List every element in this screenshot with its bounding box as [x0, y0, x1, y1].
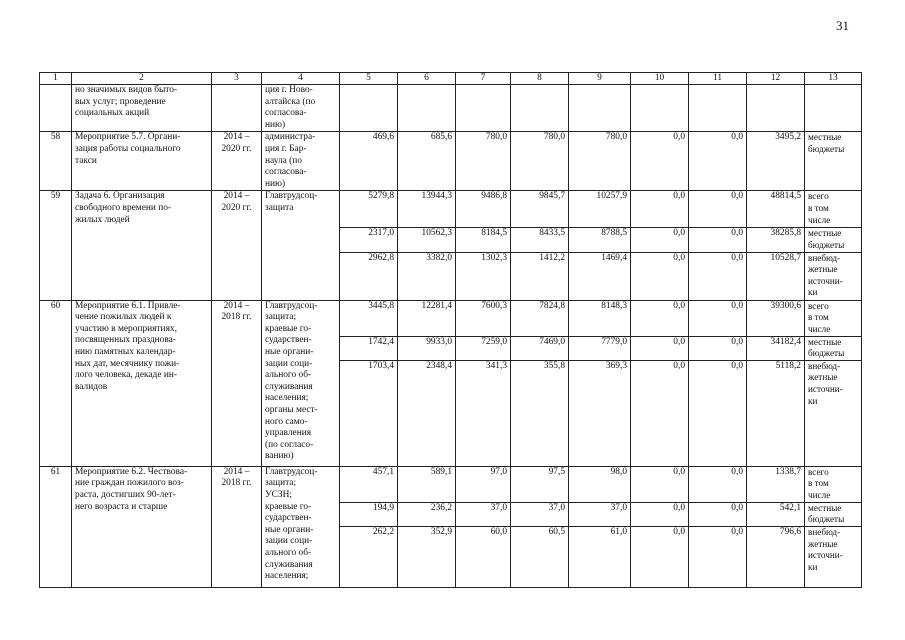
value-cell: 0,0: [631, 526, 689, 587]
column-numbers-row: [40, 73, 862, 85]
value-cell: [569, 85, 631, 132]
row-period: [212, 85, 262, 132]
value-cell: [340, 85, 398, 132]
value-cell: 1742,4: [340, 336, 398, 360]
value-cell: 8788,5: [569, 228, 631, 252]
value-cell: 0,0: [689, 466, 747, 502]
source-cell: всего в том числе: [805, 300, 862, 336]
value-cell: 8184,5: [456, 228, 511, 252]
value-cell: 8148,3: [569, 300, 631, 336]
header-cell: 6: [398, 73, 456, 85]
table-row: [40, 85, 862, 132]
row-executor: Главтрудсоц- защита; краевые го- сударствен- ные органи- зации соци- ального об- служивания населения; органы мест- ного само- управления (по согласо- ванию): [262, 300, 340, 466]
value-cell: 2348,4: [398, 360, 456, 466]
value-cell: 37,0: [511, 502, 569, 526]
value-cell: 7824,8: [511, 300, 569, 336]
row-number: 61: [40, 466, 72, 587]
value-cell: 13944,3: [398, 191, 456, 228]
value-cell: 1302,3: [456, 252, 511, 300]
row-number: 60: [40, 300, 72, 466]
value-cell: 457,1: [340, 466, 398, 502]
header-cell: 1: [40, 73, 72, 85]
header-cell: 9: [569, 73, 631, 85]
header-cell: 2: [72, 73, 212, 85]
value-cell: 97,5: [511, 466, 569, 502]
value-cell: 262,2: [340, 526, 398, 587]
table-row: [40, 466, 862, 502]
value-cell: 542,1: [747, 502, 805, 526]
value-cell: 780,0: [456, 132, 511, 191]
value-cell: 10562,3: [398, 228, 456, 252]
value-cell: 7469,0: [511, 336, 569, 360]
value-cell: 97,0: [456, 466, 511, 502]
value-cell: [689, 85, 747, 132]
source-cell: всего в том числе: [805, 191, 862, 228]
row-executor: Главтрудсоц- защита; УСЗН; краевые го- сударствен- ные органи- зации соци- ального об- служивания населения;: [262, 466, 340, 587]
value-cell: 10257,9: [569, 191, 631, 228]
value-cell: [511, 85, 569, 132]
value-cell: 10528,7: [747, 252, 805, 300]
value-cell: 98,0: [569, 466, 631, 502]
value-cell: 60,0: [456, 526, 511, 587]
value-cell: 12281,4: [398, 300, 456, 336]
header-cell: 13: [805, 73, 862, 85]
value-cell: 0,0: [689, 300, 747, 336]
value-cell: 0,0: [689, 228, 747, 252]
row-executor: администра- ция г. Бар- наула (по согласова- нию): [262, 132, 340, 191]
value-cell: [398, 85, 456, 132]
source-cell: местные бюджеты: [805, 502, 862, 526]
value-cell: 341,3: [456, 360, 511, 466]
value-cell: 7600,3: [456, 300, 511, 336]
value-cell: 236,2: [398, 502, 456, 526]
value-cell: 0,0: [631, 300, 689, 336]
header-cell: 5: [340, 73, 398, 85]
source-cell: местные бюджеты: [805, 132, 862, 191]
row-number: 58: [40, 132, 72, 191]
value-cell: 589,1: [398, 466, 456, 502]
value-cell: 0,0: [689, 360, 747, 466]
value-cell: 37,0: [569, 502, 631, 526]
source-cell: всего в том числе: [805, 466, 862, 502]
source-cell: внебюд- жетные источни- ки: [805, 360, 862, 466]
header-cell: 12: [747, 73, 805, 85]
value-cell: 7779,0: [569, 336, 631, 360]
value-cell: 9486,8: [456, 191, 511, 228]
row-period: 2014 – 2018 гг.: [212, 300, 262, 466]
value-cell: 780,0: [569, 132, 631, 191]
source-cell: [805, 85, 862, 132]
source-cell: местные бюджеты: [805, 336, 862, 360]
value-cell: 5118,2: [747, 360, 805, 466]
table-row: [40, 191, 862, 228]
value-cell: 0,0: [631, 228, 689, 252]
value-cell: 1469,4: [569, 252, 631, 300]
header-cell: 10: [631, 73, 689, 85]
header-cell: 7: [456, 73, 511, 85]
value-cell: 0,0: [631, 132, 689, 191]
row-period: 2014 – 2018 гг.: [212, 466, 262, 587]
value-cell: 685,6: [398, 132, 456, 191]
value-cell: [747, 85, 805, 132]
value-cell: 2317,0: [340, 228, 398, 252]
value-cell: 0,0: [689, 191, 747, 228]
value-cell: 60,5: [511, 526, 569, 587]
value-cell: 3495,2: [747, 132, 805, 191]
source-cell: внебюд- жетные источни- ки: [805, 252, 862, 300]
value-cell: 7259,0: [456, 336, 511, 360]
row-description: Мероприятие 6.1. Привле- чение пожилых людей к участию в мероприятиях, посвященных празднова- нию памятных календар- ных дат, месячнику пожи- лого человека, декаде ин- валидов: [72, 300, 212, 466]
value-cell: 0,0: [631, 252, 689, 300]
row-description: но значимых видов быто- вых услуг; проведение социальных акций: [72, 85, 212, 132]
row-description: Мероприятие 6.2. Чествова- ние граждан пожилого воз- раста, достигших 90-лет- него возраста и старше: [72, 466, 212, 587]
value-cell: 355,8: [511, 360, 569, 466]
value-cell: 3382,0: [398, 252, 456, 300]
value-cell: 0,0: [631, 502, 689, 526]
table-row: [40, 132, 862, 191]
value-cell: 3445,8: [340, 300, 398, 336]
value-cell: 0,0: [689, 336, 747, 360]
value-cell: 1412,2: [511, 252, 569, 300]
value-cell: 194,9: [340, 502, 398, 526]
value-cell: 2962,8: [340, 252, 398, 300]
row-description: Задача 6. Организация свободного времени по- жилых людей: [72, 191, 212, 300]
row-description: Мероприятие 5.7. Органи- зация работы социального такси: [72, 132, 212, 191]
value-cell: 796,6: [747, 526, 805, 587]
value-cell: 469,6: [340, 132, 398, 191]
row-period: 2014 – 2020 гг.: [212, 132, 262, 191]
value-cell: 780,0: [511, 132, 569, 191]
header-cell: 11: [689, 73, 747, 85]
value-cell: 61,0: [569, 526, 631, 587]
table-row: [40, 300, 862, 336]
header-cell: 3: [212, 73, 262, 85]
value-cell: 9933,0: [398, 336, 456, 360]
budget-table: [39, 72, 862, 588]
value-cell: 0,0: [689, 526, 747, 587]
value-cell: 0,0: [631, 466, 689, 502]
row-executor: Главтрудсоц- защита: [262, 191, 340, 300]
value-cell: 9845,7: [511, 191, 569, 228]
value-cell: 8433,5: [511, 228, 569, 252]
value-cell: 48814,5: [747, 191, 805, 228]
value-cell: 39300,6: [747, 300, 805, 336]
value-cell: [456, 85, 511, 132]
value-cell: 352,9: [398, 526, 456, 587]
value-cell: 38285,8: [747, 228, 805, 252]
source-cell: внебюд- жетные источни- ки: [805, 526, 862, 587]
value-cell: [631, 85, 689, 132]
value-cell: 369,3: [569, 360, 631, 466]
value-cell: 34182,4: [747, 336, 805, 360]
source-cell: местные бюджеты: [805, 228, 862, 252]
value-cell: 5279,8: [340, 191, 398, 228]
value-cell: 0,0: [689, 132, 747, 191]
row-executor: ция г. Ново- алтайска (по согласова- нию): [262, 85, 340, 132]
row-period: 2014 – 2020 гг.: [212, 191, 262, 300]
header-cell: 4: [262, 73, 340, 85]
value-cell: 1703,4: [340, 360, 398, 466]
value-cell: 1338,7: [747, 466, 805, 502]
value-cell: 0,0: [631, 336, 689, 360]
row-number: 59: [40, 191, 72, 300]
value-cell: 37,0: [456, 502, 511, 526]
value-cell: 0,0: [689, 502, 747, 526]
value-cell: 0,0: [631, 360, 689, 466]
page-number: 31: [836, 18, 849, 33]
value-cell: 0,0: [689, 252, 747, 300]
value-cell: 0,0: [631, 191, 689, 228]
row-number: [40, 85, 72, 132]
header-cell: 8: [511, 73, 569, 85]
